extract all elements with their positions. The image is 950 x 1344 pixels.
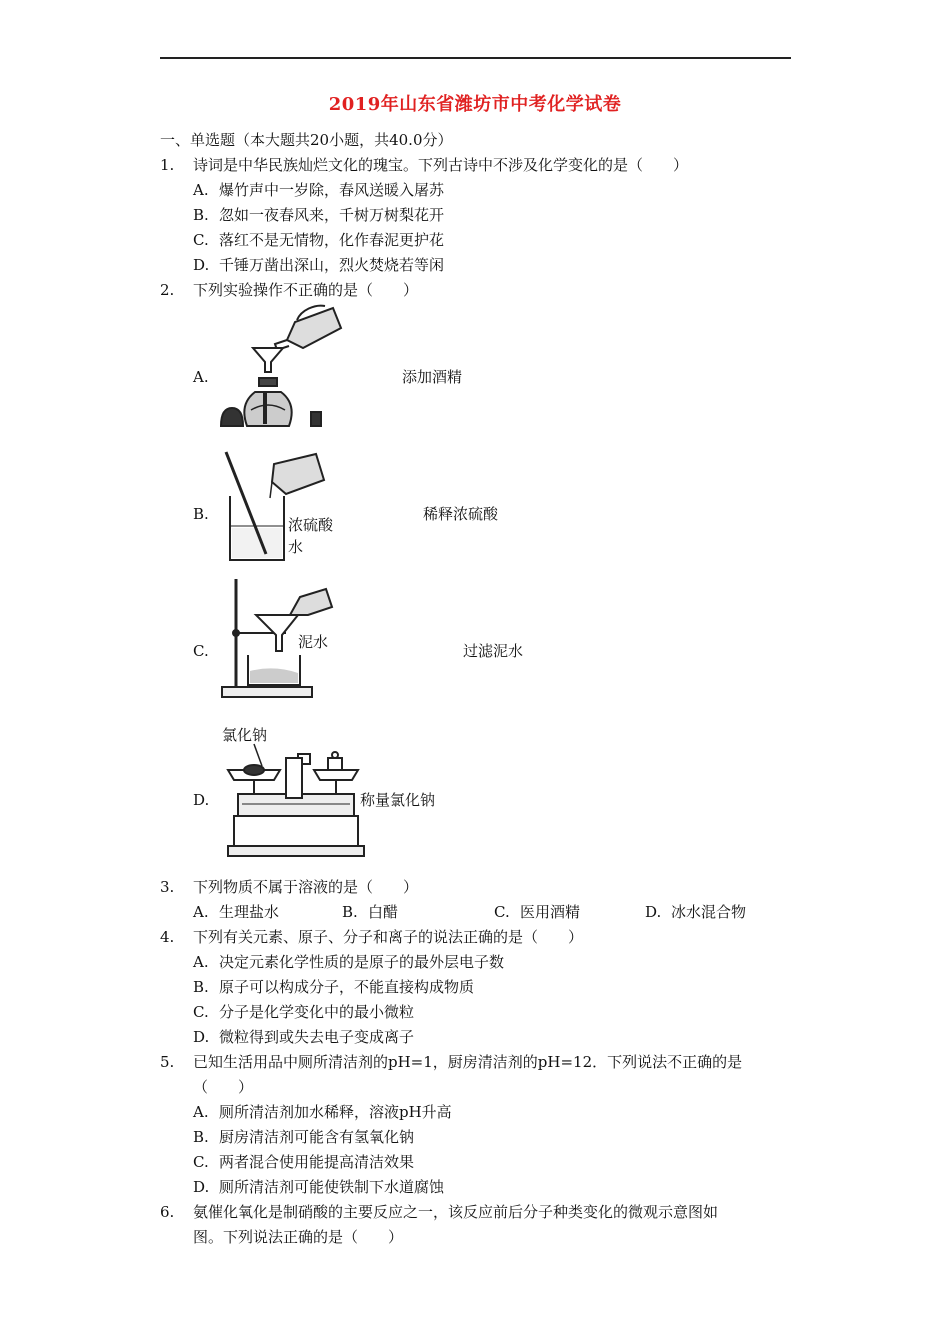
section-heading: 一、单选题（本大题共20小题，共40.0分） xyxy=(160,131,453,149)
question-number: 4. xyxy=(160,928,175,946)
option-b[interactable]: B. 白醋 xyxy=(342,903,399,921)
option-c[interactable]: C. 医用酒精 xyxy=(494,903,581,921)
option-a-caption: 添加酒精 xyxy=(402,368,463,386)
option-a[interactable]: A. 决定元素化学性质的是原子的最外层电子数 xyxy=(193,953,505,971)
question-number: 5. xyxy=(160,1053,175,1071)
muddy-water-label: 泥水 xyxy=(298,635,329,651)
option-a-letter[interactable]: A. xyxy=(193,368,209,386)
option-b-letter[interactable]: B. xyxy=(193,505,209,523)
option-b-caption: 稀释浓硫酸 xyxy=(423,505,499,523)
option-d[interactable]: D. 微粒得到或失去电子变成离子 xyxy=(193,1028,415,1046)
header-rule xyxy=(160,57,791,59)
salt-label: 氯化钠 xyxy=(222,728,268,744)
option-c-caption: 过滤泥水 xyxy=(463,642,524,660)
filtration-figure xyxy=(218,575,348,700)
option-d[interactable]: D. 冰水混合物 xyxy=(645,903,747,921)
option-b[interactable]: B. 厨房清洁剂可能含有氢氧化钠 xyxy=(193,1128,415,1146)
question-number: 1. xyxy=(160,156,175,174)
page-title: 2019年山东省潍坊市中考化学试卷 xyxy=(328,94,622,115)
question-text: 氨催化氧化是制硝酸的主要反应之一，该反应前后分子种类变化的微观示意图如 xyxy=(193,1203,719,1221)
alcohol-lamp-figure xyxy=(215,300,345,430)
question-text: 已知生活用品中厕所清洁剂的pH=1，厨房清洁剂的pH=12．下列说法不正确的是 xyxy=(193,1053,743,1071)
option-c[interactable]: C. 分子是化学变化中的最小微粒 xyxy=(193,1003,415,1021)
option-d[interactable]: D. 千锤万凿出深山，烈火焚烧若等闲 xyxy=(193,256,445,274)
option-a[interactable]: A. 生理盐水 xyxy=(193,903,280,921)
option-d-caption: 称量氯化钠 xyxy=(360,791,436,809)
balance-figure xyxy=(218,722,368,862)
option-a[interactable]: A. 厕所清洁剂加水稀释，溶液pH升高 xyxy=(193,1103,452,1121)
question-number: 2. xyxy=(160,281,175,299)
question-number: 6. xyxy=(160,1203,175,1221)
water-label: 水 xyxy=(288,540,304,556)
question-text: 下列物质不属于溶液的是（ ） xyxy=(193,878,419,896)
option-d[interactable]: D. 厕所清洁剂可能使铁制下水道腐蚀 xyxy=(193,1178,445,1196)
option-d-letter[interactable]: D. xyxy=(193,791,210,809)
option-a[interactable]: A. 爆竹声中一岁除，春风送暖入屠苏 xyxy=(193,181,445,199)
acid-label: 浓硫酸 xyxy=(288,518,334,534)
question-text-cont: 图。下列说法正确的是（ ） xyxy=(193,1228,404,1246)
question-text: 诗词是中华民族灿烂文化的瑰宝。下列古诗中不涉及化学变化的是（ ） xyxy=(193,156,689,174)
question-number: 3. xyxy=(160,878,175,896)
beaker-figure xyxy=(218,450,348,565)
option-c-letter[interactable]: C. xyxy=(193,642,209,660)
option-b[interactable]: B. 忽如一夜春风来，千树万树梨花开 xyxy=(193,206,445,224)
option-c[interactable]: C. 落红不是无情物，化作春泥更护花 xyxy=(193,231,445,249)
option-b[interactable]: B. 原子可以构成分子，不能直接构成物质 xyxy=(193,978,475,996)
question-text: 下列有关元素、原子、分子和离子的说法正确的是（ ） xyxy=(193,928,584,946)
question-text-cont: （ ） xyxy=(193,1078,254,1096)
option-c[interactable]: C. 两者混合使用能提高清洁效果 xyxy=(193,1153,415,1171)
question-text: 下列实验操作不正确的是（ ） xyxy=(193,281,419,299)
